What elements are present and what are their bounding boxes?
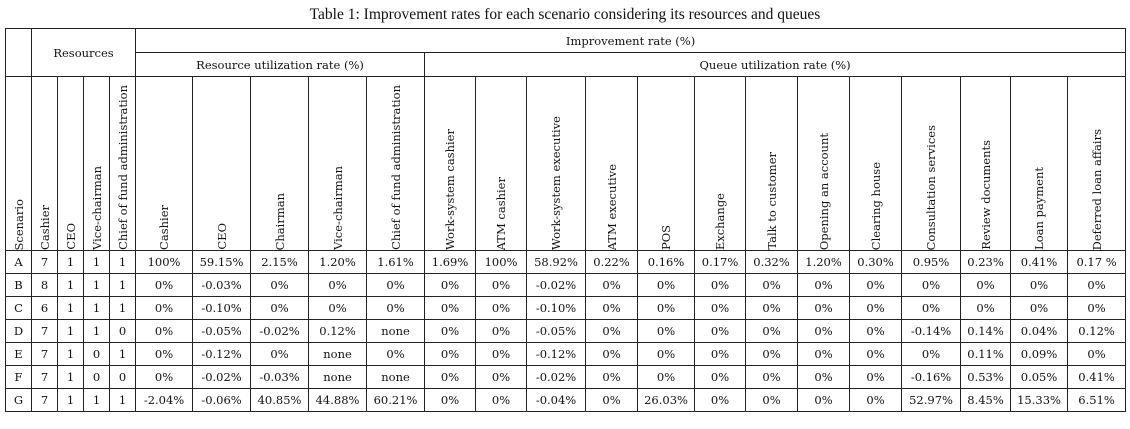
column-header xyxy=(798,77,850,251)
column-header-label: CEO xyxy=(63,223,78,250)
column-header-label: Deferred loan affairs xyxy=(1089,128,1104,250)
column-header-label: ATM cashier xyxy=(494,176,509,250)
table-cell: 0.30% xyxy=(850,251,902,274)
column-header-label: Cashier xyxy=(157,205,172,250)
table-cell: 0% xyxy=(586,274,638,297)
column-header-label: Cashier xyxy=(37,205,52,250)
table-body xyxy=(6,251,1126,412)
table-cell: 0% xyxy=(798,343,850,366)
table-cell: 0% xyxy=(476,343,527,366)
table-cell: 0% xyxy=(425,274,476,297)
table-cell: 8.45% xyxy=(961,389,1011,412)
table-cell: 0% xyxy=(695,320,746,343)
column-header xyxy=(850,77,902,251)
table-cell: 0% xyxy=(638,297,695,320)
column-header-label: Chief of fund administration xyxy=(388,85,403,250)
column-header xyxy=(251,77,309,251)
column-header xyxy=(476,77,527,251)
table-cell: 0% xyxy=(136,343,193,366)
table-cell: 7 xyxy=(32,251,58,274)
table-cell: none xyxy=(309,343,367,366)
table-cell: 1 xyxy=(110,343,136,366)
table-cell: 0% xyxy=(476,274,527,297)
table-cell: -0.06% xyxy=(193,389,251,412)
table-cell: 58.92% xyxy=(527,251,586,274)
table-cell: 0% xyxy=(425,297,476,320)
column-header xyxy=(695,77,746,251)
table-cell: 0.41% xyxy=(1011,251,1068,274)
table-cell: 0 xyxy=(110,366,136,389)
table-cell: 0% xyxy=(1011,274,1068,297)
column-header xyxy=(746,77,798,251)
table-caption: Table 1: Improvement rates for each scenario considering its resources and queues xyxy=(309,6,821,23)
table-cell: 2.15% xyxy=(251,251,309,274)
table-cell: none xyxy=(367,366,425,389)
resource-utilization-group-header: Resource utilization rate (%) xyxy=(136,53,425,77)
table-cell: 0% xyxy=(136,320,193,343)
table-cell: -0.10% xyxy=(193,297,251,320)
table-cell: 0% xyxy=(746,389,798,412)
table-cell: -0.05% xyxy=(193,320,251,343)
table-cell: 0.12% xyxy=(309,320,367,343)
table-cell: 0% xyxy=(251,274,309,297)
table-cell: 0% xyxy=(695,366,746,389)
table-cell: 1 xyxy=(58,251,84,274)
table-cell: 100% xyxy=(476,251,527,274)
scenario-cell: E xyxy=(6,343,32,366)
column-header-label: Vice-chairman xyxy=(330,166,345,250)
table-cell: -0.12% xyxy=(527,343,586,366)
table-cell: 0% xyxy=(638,343,695,366)
table-cell: 1 xyxy=(84,320,110,343)
table-cell: 0 xyxy=(84,366,110,389)
column-header xyxy=(367,77,425,251)
table-cell: 0% xyxy=(850,320,902,343)
table-cell: 0% xyxy=(695,274,746,297)
table-cell: 0% xyxy=(798,366,850,389)
table-cell: 0% xyxy=(476,320,527,343)
table-cell: 0.17% xyxy=(695,251,746,274)
column-header xyxy=(309,77,367,251)
table-cell: 0% xyxy=(695,297,746,320)
table-cell: 0% xyxy=(746,297,798,320)
table-cell: 0% xyxy=(476,389,527,412)
table-row xyxy=(6,366,1126,389)
table-cell: -0.02% xyxy=(251,320,309,343)
table-cell: 1.69% xyxy=(425,251,476,274)
column-header xyxy=(32,77,58,251)
column-header xyxy=(1068,77,1126,251)
table-cell: 0% xyxy=(586,366,638,389)
table-cell: -0.05% xyxy=(527,320,586,343)
table-cell: none xyxy=(309,366,367,389)
table-cell: 0% xyxy=(798,274,850,297)
column-header-label: Work-system cashier xyxy=(443,129,458,250)
column-header-label: Loan payment xyxy=(1032,167,1047,250)
table-cell: 1 xyxy=(110,251,136,274)
table-cell: -0.16% xyxy=(902,366,961,389)
table-cell: 1 xyxy=(84,251,110,274)
table-cell: 0% xyxy=(425,343,476,366)
table-cell: 0% xyxy=(586,297,638,320)
table-cell: 0% xyxy=(425,320,476,343)
table-cell: 6.51% xyxy=(1068,389,1126,412)
table-cell: 0% xyxy=(476,297,527,320)
column-header xyxy=(6,77,32,251)
column-header-label: Talk to customer xyxy=(764,152,779,250)
table-cell: 0.17 % xyxy=(1068,251,1126,274)
column-header xyxy=(425,77,476,251)
table-cell: 60.21% xyxy=(367,389,425,412)
table-cell: 1.61% xyxy=(367,251,425,274)
column-header-label: Exchange xyxy=(713,192,728,250)
column-header-label: CEO xyxy=(214,223,229,250)
table-cell: 7 xyxy=(32,366,58,389)
table-cell: 0% xyxy=(1068,297,1126,320)
table-cell: 0% xyxy=(136,274,193,297)
table-cell: 0% xyxy=(902,343,961,366)
table-cell: -0.02% xyxy=(193,366,251,389)
table-cell: 0 xyxy=(110,320,136,343)
column-header xyxy=(58,77,84,251)
table-cell: 0% xyxy=(746,366,798,389)
table-cell: 0.53% xyxy=(961,366,1011,389)
column-header-label: Consultation services xyxy=(924,124,939,250)
table-cell: 59.15% xyxy=(193,251,251,274)
table-cell: 0% xyxy=(798,389,850,412)
column-header xyxy=(638,77,695,251)
table-cell: 0% xyxy=(586,389,638,412)
table-cell: 0.32% xyxy=(746,251,798,274)
table-cell: 0% xyxy=(1011,297,1068,320)
column-header xyxy=(1011,77,1068,251)
table-cell: 0% xyxy=(638,366,695,389)
table-cell: 0% xyxy=(746,274,798,297)
table-cell: 0% xyxy=(586,320,638,343)
column-header-label: Scenario xyxy=(11,198,26,250)
scenario-cell: F xyxy=(6,366,32,389)
column-header xyxy=(193,77,251,251)
column-header xyxy=(84,77,110,251)
table-cell: 52.97% xyxy=(902,389,961,412)
column-header-label: Chief of fund administration xyxy=(115,85,130,250)
column-header xyxy=(136,77,193,251)
resources-group-header: Resources xyxy=(32,29,136,77)
table-cell: 0% xyxy=(251,343,309,366)
table-cell: 8 xyxy=(32,274,58,297)
table-row xyxy=(6,297,1126,320)
column-header xyxy=(527,77,586,251)
table-cell: 0% xyxy=(850,274,902,297)
table-cell: 6 xyxy=(32,297,58,320)
table-cell: -2.04% xyxy=(136,389,193,412)
table-cell: 0% xyxy=(638,320,695,343)
table-cell: 0% xyxy=(309,297,367,320)
table-cell: 0.11% xyxy=(961,343,1011,366)
table-cell: 1 xyxy=(58,297,84,320)
scenario-cell: B xyxy=(6,274,32,297)
column-header-label: POS xyxy=(659,224,674,250)
table-cell: 0% xyxy=(902,274,961,297)
column-header xyxy=(902,77,961,251)
table-cell: 0.12% xyxy=(1068,320,1126,343)
table-cell: 0% xyxy=(961,297,1011,320)
table-cell: 0.05% xyxy=(1011,366,1068,389)
improvement-rate-group-header: Improvement rate (%) xyxy=(136,29,1126,53)
table-cell: -0.02% xyxy=(527,366,586,389)
column-header-label: Review documents xyxy=(978,140,993,250)
table-cell: 0% xyxy=(638,274,695,297)
table-cell: 0% xyxy=(902,297,961,320)
table-row xyxy=(6,343,1126,366)
table-cell: 1 xyxy=(110,274,136,297)
table-cell: 1 xyxy=(58,320,84,343)
table-row xyxy=(6,389,1126,412)
table-cell: 0% xyxy=(586,343,638,366)
table-cell: 0% xyxy=(136,297,193,320)
table-cell: 0% xyxy=(1068,343,1126,366)
table-cell: 1 xyxy=(58,366,84,389)
table-cell: 0% xyxy=(695,343,746,366)
column-header-label: ATM executive xyxy=(604,163,619,250)
table-cell: 0% xyxy=(746,343,798,366)
table-cell: 0% xyxy=(476,366,527,389)
table-cell: 0.16% xyxy=(638,251,695,274)
table-cell: -0.03% xyxy=(251,366,309,389)
table-cell: 0% xyxy=(309,274,367,297)
table-cell: 0.23% xyxy=(961,251,1011,274)
table-cell: -0.14% xyxy=(902,320,961,343)
scenario-cell: D xyxy=(6,320,32,343)
table-cell: 44.88% xyxy=(309,389,367,412)
column-header-label: Vice-chairman xyxy=(89,166,104,250)
table-cell: 0% xyxy=(746,320,798,343)
column-header-label: Work-system executive xyxy=(549,116,564,250)
table-cell: -0.04% xyxy=(527,389,586,412)
table-cell: 1 xyxy=(58,274,84,297)
scenario-cell: C xyxy=(6,297,32,320)
table-cell: 0.95% xyxy=(902,251,961,274)
table-cell: 0% xyxy=(251,297,309,320)
table-cell: 0% xyxy=(798,297,850,320)
table-cell: 0% xyxy=(798,320,850,343)
column-header-row xyxy=(6,77,1126,251)
scenario-cell: G xyxy=(6,389,32,412)
table-cell: 0% xyxy=(425,389,476,412)
table-row xyxy=(6,251,1126,274)
queue-utilization-group-header: Queue utilization rate (%) xyxy=(425,53,1126,77)
table-cell: 1 xyxy=(110,297,136,320)
table-cell: 1 xyxy=(84,274,110,297)
table-cell: 7 xyxy=(32,389,58,412)
table-cell: 0.04% xyxy=(1011,320,1068,343)
column-header-label: Chairman xyxy=(272,192,287,250)
table-cell: -0.12% xyxy=(193,343,251,366)
table-cell: 7 xyxy=(32,320,58,343)
blank-header-cell xyxy=(6,29,32,77)
table-cell: 0% xyxy=(425,366,476,389)
table-cell: 1 xyxy=(58,343,84,366)
table-cell: 0.14% xyxy=(961,320,1011,343)
table-cell: 26.03% xyxy=(638,389,695,412)
table-cell: 0% xyxy=(695,389,746,412)
table-cell: 0.09% xyxy=(1011,343,1068,366)
table-cell: 7 xyxy=(32,343,58,366)
table-cell: -0.02% xyxy=(527,274,586,297)
table-cell: 0% xyxy=(850,297,902,320)
table-cell: 1 xyxy=(84,389,110,412)
column-header-label: Opening an account xyxy=(816,132,831,250)
scenario-cell: A xyxy=(6,251,32,274)
table-cell: 0% xyxy=(850,389,902,412)
table-cell: 0.22% xyxy=(586,251,638,274)
table-cell: 15.33% xyxy=(1011,389,1068,412)
table-cell: 0% xyxy=(367,297,425,320)
column-header xyxy=(586,77,638,251)
table-cell: 1.20% xyxy=(309,251,367,274)
table-cell: 1 xyxy=(58,389,84,412)
table-cell: none xyxy=(367,320,425,343)
table-cell: 100% xyxy=(136,251,193,274)
column-header xyxy=(110,77,136,251)
table-cell: 0 xyxy=(84,343,110,366)
table-row xyxy=(6,274,1126,297)
column-header-label: Clearing house xyxy=(868,161,883,250)
table-cell: 1 xyxy=(84,297,110,320)
table-cell: 0% xyxy=(367,343,425,366)
table-cell: -0.03% xyxy=(193,274,251,297)
table-row xyxy=(6,320,1126,343)
table-cell: 0% xyxy=(136,366,193,389)
table-cell: 40.85% xyxy=(251,389,309,412)
table-cell: 0% xyxy=(850,343,902,366)
table-cell: 0.41% xyxy=(1068,366,1126,389)
table-cell: 1 xyxy=(110,389,136,412)
table-cell: 0% xyxy=(850,366,902,389)
improvement-rates-table xyxy=(5,28,1126,412)
table-cell: 0% xyxy=(1068,274,1126,297)
column-header xyxy=(961,77,1011,251)
table-cell: 0% xyxy=(961,274,1011,297)
table-cell: 0% xyxy=(367,274,425,297)
table-cell: 1.20% xyxy=(798,251,850,274)
table-cell: -0.10% xyxy=(527,297,586,320)
